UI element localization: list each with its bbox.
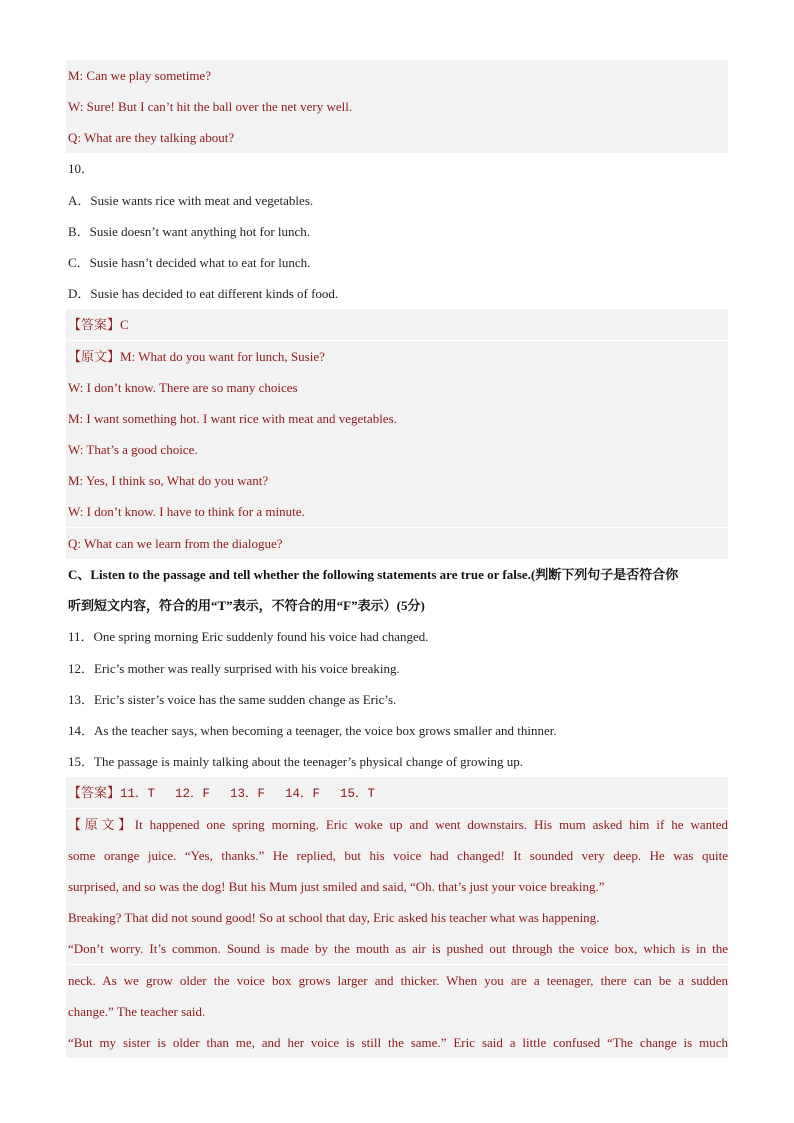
transcript-line: neck. As we grow older the voice box grows larger and thicker. When you are a teenager, there can be a sudden (66, 965, 728, 996)
section-heading-cont: 听到短文内容，符合的用“T”表示，不符合的用“F”表示）(5分) (68, 598, 425, 613)
transcript-line (66, 809, 728, 840)
transcript-line: M: Yes, I think so, What do you want? (66, 465, 728, 496)
answer-tag: 【答案】 (68, 317, 121, 332)
answer-value: 11．T 12．F 13．F 14．F 15．T (120, 787, 376, 801)
dialogue-line: Q: What are they talking about? (66, 122, 728, 153)
transcript-tag: 【原文】 (68, 349, 121, 364)
transcript-line: “But my sister is older than me, and her voice is still the same.” Eric said a little confused “The change is much (66, 1027, 728, 1058)
transcript-line: “Don’t worry. It’s common. Sound is made by the mouth as air is pushed out through the voice box, which is in the (66, 933, 728, 964)
transcript-line: M: I want something hot. I want rice with meat and vegetables. (66, 403, 728, 434)
option-a: A．Susie wants rice with meat and vegetables. (68, 193, 314, 208)
transcript-text: M: What do you want for lunch, Susie? (120, 349, 325, 364)
statement-14: 14．As the teacher says, when becoming a teenager, the voice box grows smaller and thinner. (68, 723, 557, 738)
transcript-line: Q: What can we learn from the dialogue? (66, 528, 728, 559)
transcript-line (66, 341, 728, 372)
dialogue-line: W: Sure! But I can’t hit the ball over the net very well. (66, 91, 728, 122)
transcript-tag: 【原文】 (68, 817, 135, 832)
statement-11: 11．One spring morning Eric suddenly found his voice had changed. (68, 629, 429, 644)
transcript-line: W: I don’t know. I have to think for a minute. (66, 496, 728, 527)
statement-12: 12．Eric’s mother was really surprised with his voice breaking. (68, 661, 400, 676)
statement-15: 15．The passage is mainly talking about the teenager’s physical change of growing up. (68, 754, 523, 769)
transcript-line: surprised, and so was the dog! But his Mum just smiled and said, “Oh. that’s just your voice breaking.” (66, 871, 728, 902)
dialogue-line: M: Can we play sometime? (66, 60, 728, 91)
transcript-line: Breaking? That did not sound good! So at school that day, Eric asked his teacher what was happening. (66, 902, 728, 933)
transcript-line: W: That’s a good choice. (66, 434, 728, 465)
option-c: C．Susie hasn’t decided what to eat for lunch. (68, 255, 311, 270)
option-b: B．Susie doesn’t want anything hot for lunch. (68, 224, 311, 239)
option-d: D．Susie has decided to eat different kinds of food. (68, 286, 339, 301)
answer-tag: 【答案】 (68, 785, 121, 800)
section-heading: C、Listen to the passage and tell whether the following statements are true or false.(判断下列句子是否符合你 (68, 567, 679, 582)
transcript-line: change.” The teacher said. (66, 996, 728, 1027)
answer-line (66, 777, 728, 808)
answer-value: C (120, 317, 129, 332)
statement-13: 13．Eric’s sister’s voice has the same sudden change as Eric’s. (68, 692, 397, 707)
transcript-text: It happened one spring morning. Eric woke up and went downstairs. His mum asked him if he wanted (134, 817, 728, 832)
question-number: 10． (68, 161, 95, 176)
transcript-line: some orange juice. “Yes, thanks.” He replied, but his voice had changed! It sounded very deep. He was quite (66, 840, 728, 871)
answer-line (66, 309, 728, 340)
transcript-line: W: I don’t know. There are so many choices (66, 372, 728, 403)
